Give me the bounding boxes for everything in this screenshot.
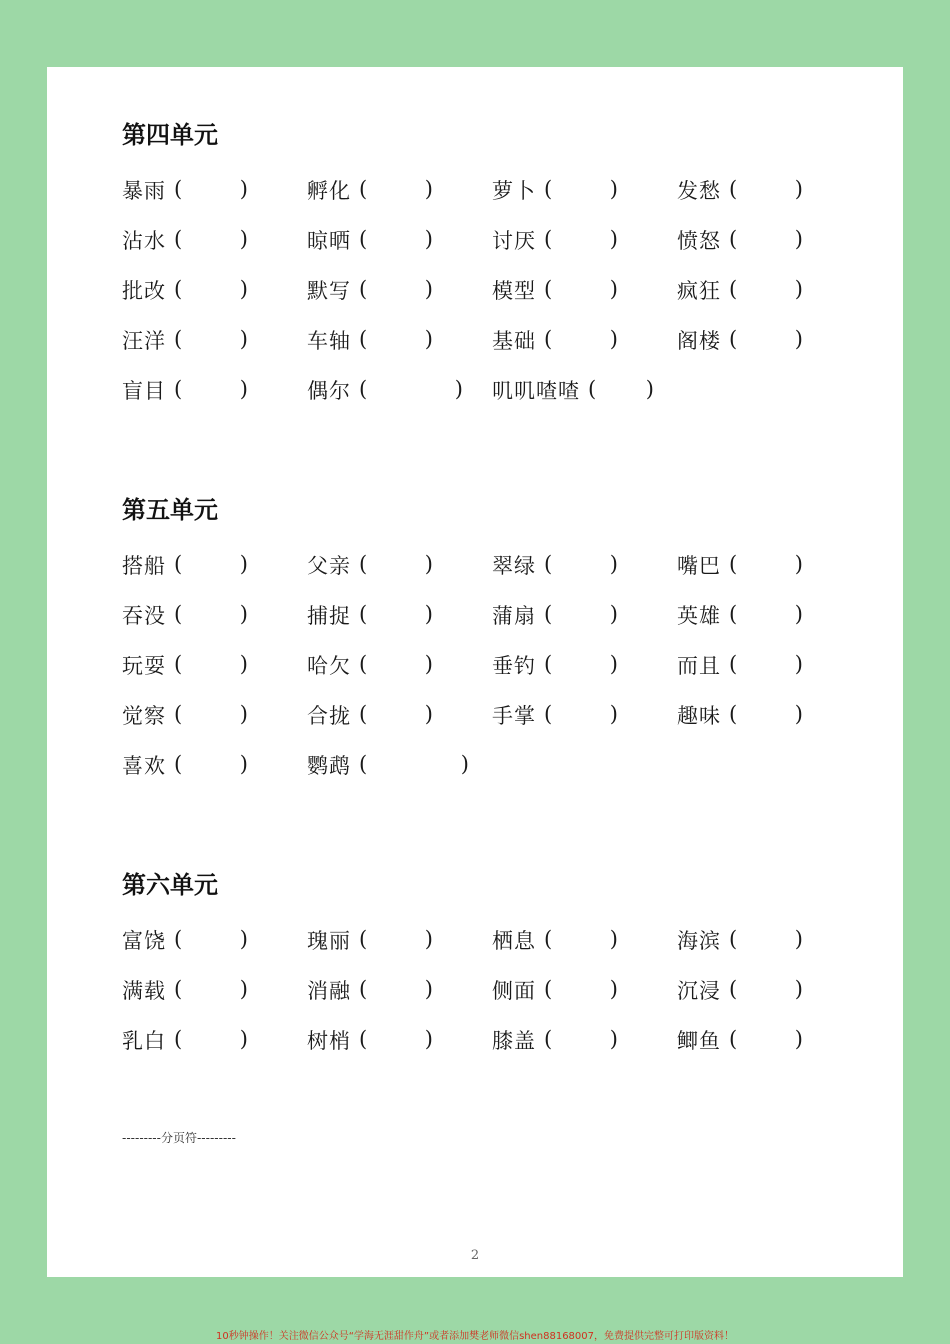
word-item — [307, 375, 492, 405]
word-text: 鲫鱼 — [677, 1029, 721, 1053]
word-text: 手掌 — [492, 704, 536, 728]
word-text: 盲目 — [122, 379, 166, 403]
word-row — [122, 590, 882, 640]
word-text: 海滨 — [677, 929, 721, 953]
word-row — [122, 965, 882, 1015]
word-text: 沉浸 — [677, 979, 721, 1003]
word-text: 批改 — [122, 279, 166, 303]
word-text: 垂钓 — [492, 654, 536, 678]
word-text: 消融 — [307, 979, 351, 1003]
word-row — [122, 315, 882, 365]
word-item — [122, 1025, 307, 1055]
word-text: 车轴 — [307, 329, 351, 353]
word-item — [122, 225, 307, 255]
word-item — [677, 700, 862, 730]
word-item — [307, 650, 492, 680]
word-text: 偶尔 — [307, 379, 351, 403]
word-item — [492, 225, 677, 255]
word-item — [677, 975, 862, 1005]
word-row — [122, 1015, 882, 1065]
word-item — [122, 975, 307, 1005]
word-item — [307, 700, 492, 730]
word-item — [307, 550, 492, 580]
word-item — [307, 325, 492, 355]
word-text: 树梢 — [307, 1029, 351, 1053]
word-row — [122, 365, 882, 415]
word-text: 晾晒 — [307, 229, 351, 253]
word-item — [492, 975, 677, 1005]
word-text: 而且 — [677, 654, 721, 678]
word-text: 满载 — [122, 979, 166, 1003]
word-text: 哈欠 — [307, 654, 351, 678]
word-item — [307, 600, 492, 630]
word-text: 模型 — [492, 279, 536, 303]
word-item — [307, 975, 492, 1005]
word-text: 瑰丽 — [307, 929, 351, 953]
word-item — [307, 175, 492, 205]
word-item — [677, 650, 862, 680]
word-row — [122, 915, 882, 965]
word-item — [492, 325, 677, 355]
word-row — [122, 640, 882, 690]
word-item — [122, 325, 307, 355]
word-text: 英雄 — [677, 604, 721, 628]
word-text: 乳白 — [122, 1029, 166, 1053]
word-text: 觉察 — [122, 704, 166, 728]
word-text: 捕捉 — [307, 604, 351, 628]
word-item — [677, 600, 862, 630]
word-item — [677, 325, 862, 355]
word-text: 基础 — [492, 329, 536, 353]
word-row — [122, 740, 882, 790]
word-item — [677, 550, 862, 580]
word-text: 默写 — [307, 279, 351, 303]
word-rows — [122, 165, 882, 415]
word-item — [492, 275, 677, 305]
unit-4 — [122, 115, 882, 415]
word-item — [122, 650, 307, 680]
word-item — [307, 925, 492, 955]
word-item — [122, 750, 307, 780]
word-text: 讨厌 — [492, 229, 536, 253]
unit-title: 第五单元 — [122, 496, 218, 524]
word-text: 趣味 — [677, 704, 721, 728]
word-item — [492, 1025, 677, 1055]
word-rows — [122, 540, 882, 790]
word-text: 膝盖 — [492, 1029, 536, 1053]
word-item — [677, 1025, 862, 1055]
word-item — [307, 275, 492, 305]
page-break-marker: ---------分页符--------- — [122, 1131, 236, 1145]
word-text: 富饶 — [122, 929, 166, 953]
word-text: 愤怒 — [677, 229, 721, 253]
word-text: 蒲扇 — [492, 604, 536, 628]
word-text: 玩耍 — [122, 654, 166, 678]
word-text: 沾水 — [122, 229, 166, 253]
word-item — [677, 175, 862, 205]
word-text: 阁楼 — [677, 329, 721, 353]
word-text: 嘴巴 — [677, 554, 721, 578]
word-text: 叽叽喳喳 — [492, 379, 580, 403]
word-text: 栖息 — [492, 929, 536, 953]
word-row — [122, 540, 882, 590]
unit-title: 第四单元 — [122, 121, 218, 149]
word-item — [492, 550, 677, 580]
word-item — [122, 275, 307, 305]
word-item — [122, 175, 307, 205]
word-text: 暴雨 — [122, 179, 166, 203]
word-text: 侧面 — [492, 979, 536, 1003]
word-text: 合拢 — [307, 704, 351, 728]
word-item — [307, 1025, 492, 1055]
word-text: 孵化 — [307, 179, 351, 203]
footer-notice: 10秒钟操作！关注微信公众号“学海无涯甜作舟”或者添加樊老师微信shen88168007，免费提供完整可打印版资料！ — [215, 1331, 735, 1342]
page-number: 2 — [470, 1248, 480, 1263]
word-row — [122, 690, 882, 740]
word-text: 翠绿 — [492, 554, 536, 578]
worksheet-page — [47, 67, 903, 1277]
word-text: 喜欢 — [122, 754, 166, 778]
word-item — [677, 275, 862, 305]
word-item — [492, 650, 677, 680]
word-text: 发愁 — [677, 179, 721, 203]
word-text: 萝卜 — [492, 179, 536, 203]
word-item — [677, 925, 862, 955]
word-item — [307, 750, 492, 780]
word-row — [122, 165, 882, 215]
word-item — [122, 375, 307, 405]
word-item — [122, 600, 307, 630]
word-item — [307, 225, 492, 255]
word-item — [677, 225, 862, 255]
word-item — [492, 375, 742, 405]
word-text: 鹦鹉 — [307, 754, 351, 778]
word-text: 疯狂 — [677, 279, 721, 303]
word-item — [492, 700, 677, 730]
word-text: 汪洋 — [122, 329, 166, 353]
word-text: 搭船 — [122, 554, 166, 578]
word-row — [122, 265, 882, 315]
word-item — [492, 175, 677, 205]
word-text: 父亲 — [307, 554, 351, 578]
word-item — [492, 600, 677, 630]
word-item — [122, 550, 307, 580]
unit-title: 第六单元 — [122, 871, 218, 899]
unit-6 — [122, 865, 882, 1065]
word-row — [122, 215, 882, 265]
unit-5 — [122, 490, 882, 790]
word-item — [492, 925, 677, 955]
word-item — [122, 925, 307, 955]
word-rows — [122, 915, 882, 1065]
word-text: 吞没 — [122, 604, 166, 628]
word-item — [122, 700, 307, 730]
